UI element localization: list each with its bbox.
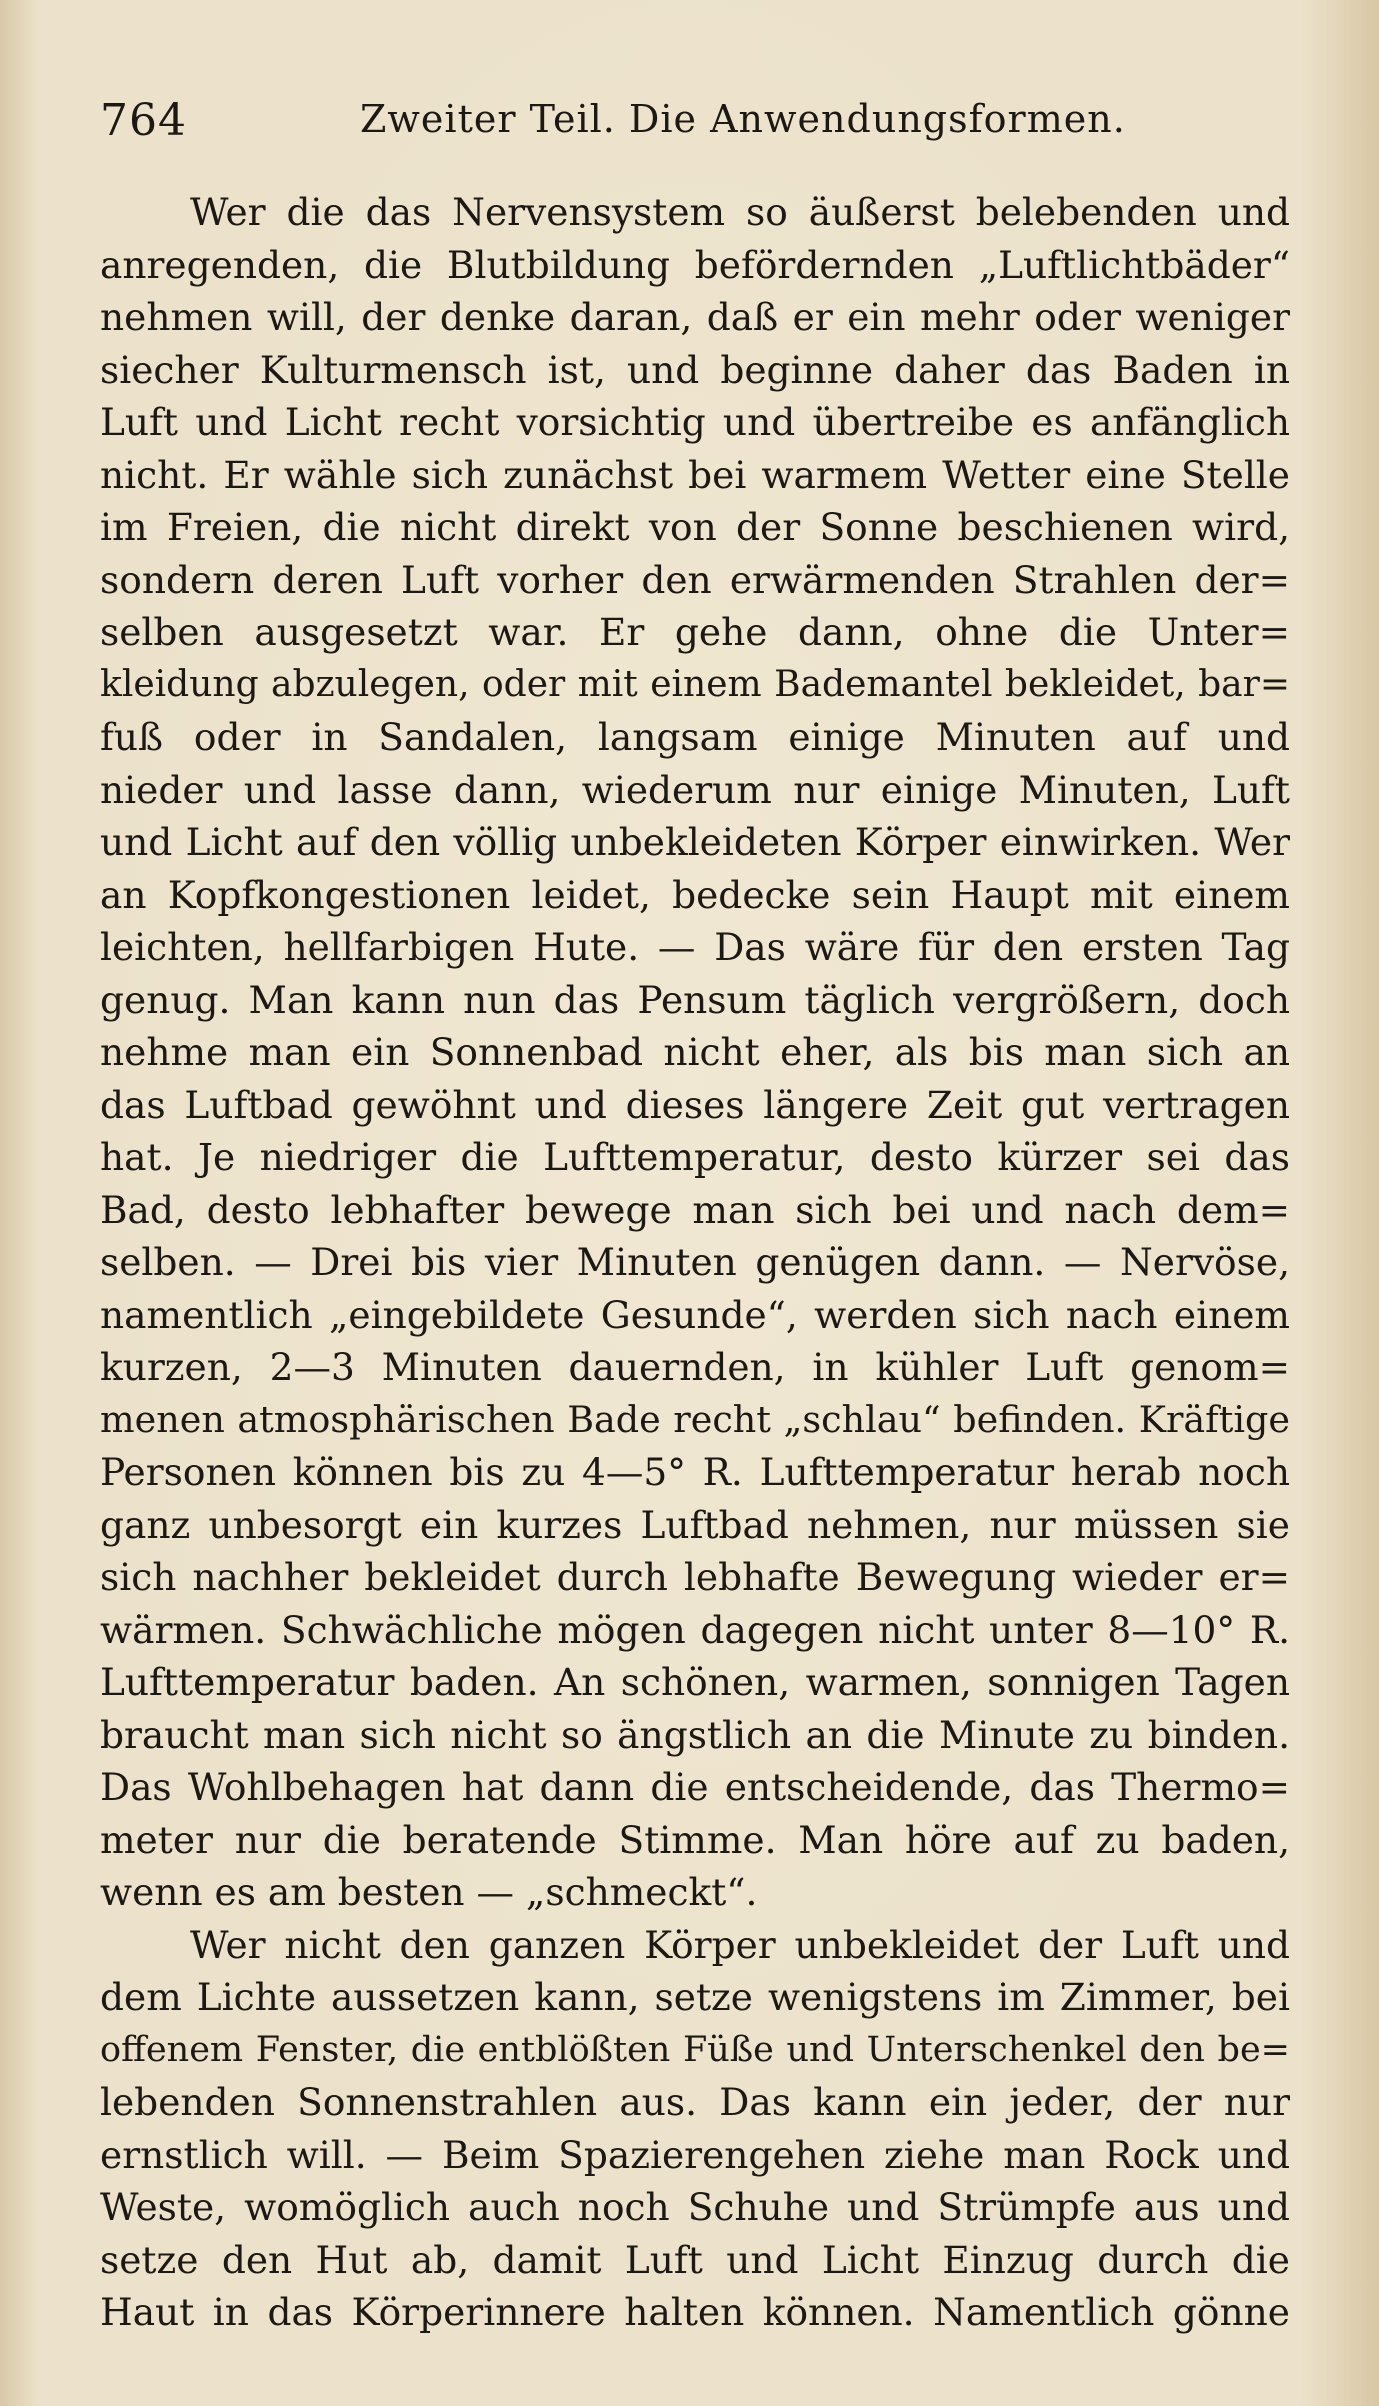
text-line: sich nachher bekleidet durch lebhafte Bewegung wieder er= xyxy=(100,1555,1290,1599)
running-head-title: Zweiter Teil. Die Anwendungsformen. xyxy=(360,97,1126,141)
text-line: wärmen. Schwächliche mögen dagegen nicht unter 8—10° R. xyxy=(100,1607,1290,1652)
text-line: kleidung abzulegen, oder mit einem Bademantel bekleidet, bar= xyxy=(100,663,1290,705)
text-line: lebenden Sonnenstrahlen aus. Das kann ein jeder, der nur xyxy=(100,2080,1290,2124)
text-line: das Luftbad gewöhnt und dieses längere Zeit gut vertragen xyxy=(100,1082,1290,1127)
running-head xyxy=(100,95,1290,155)
text-line: an Kopfkongestionen leidet, bedecke sein Haupt mit einem xyxy=(100,872,1290,917)
text-line: Personen können bis zu 4—5° R. Lufttemperatur herab noch xyxy=(100,1450,1290,1494)
text-line: menen atmosphärischen Bade recht „schlau“ befinden. Kräftige xyxy=(100,1397,1290,1441)
text-line: ernstlich will. — Beim Spazierengehen ziehe man Rock und xyxy=(100,2132,1290,2177)
text-line: nicht. Er wähle sich zunächst bei warmem Wetter eine Stelle xyxy=(100,452,1290,497)
body-text xyxy=(100,186,1290,2339)
text-line: namentlich „eingebildete Gesunde“, werden sich nach einem xyxy=(100,1292,1290,1337)
text-line: setze den Hut ab, damit Luft und Licht Einzug durch die xyxy=(100,2237,1290,2282)
text-line: meter nur die beratende Stimme. Man höre auf zu baden, xyxy=(100,1817,1290,1862)
text-line: Wer die das Nervensystem so äußerst belebenden und xyxy=(190,190,1290,234)
text-line: Luft und Licht recht vorsichtig und übertreibe es anfänglich xyxy=(100,400,1290,444)
text-line: selben ausgesetzt war. Er gehe dann, ohne die Unter= xyxy=(100,610,1290,654)
text-line: im Freien, die nicht direkt von der Sonne beschienen wird, xyxy=(100,505,1290,549)
text-line: nieder und lasse dann, wiederum nur einige Minuten, Luft xyxy=(100,767,1290,812)
text-line: Das Wohlbehagen hat dann die entscheidende, das Thermo= xyxy=(100,1765,1290,1809)
text-line: Lufttemperatur baden. An schönen, warmen, sonnigen Tagen xyxy=(100,1660,1290,1704)
text-line: Bad, desto lebhafter bewege man sich bei und nach dem= xyxy=(100,1187,1290,1232)
text-line: kurzen, 2—3 Minuten dauernden, in kühler Luft genom= xyxy=(100,1345,1290,1389)
text-line: hat. Je niedriger die Lufttemperatur, desto kürzer sei das xyxy=(100,1135,1290,1179)
text-line: offenem Fenster, die entblößten Füße und Unterschenkel den be= xyxy=(100,2029,1290,2070)
text-line: anregenden, die Blutbildung befördernden „Luftlichtbäder“ xyxy=(100,242,1290,287)
text-line: selben. — Drei bis vier Minuten genügen dann. — Nervöse, xyxy=(100,1240,1290,1284)
text-line: dem Lichte aussetzen kann, setze wenigstens im Zimmer, bei xyxy=(100,1975,1290,2019)
text-line: fuß oder in Sandalen, langsam einige Minuten auf und xyxy=(100,715,1290,759)
text-line: wenn es am besten — „schmeckt“. xyxy=(100,1870,758,1914)
text-line: ganz unbesorgt ein kurzes Luftbad nehmen, nur müssen sie xyxy=(100,1502,1290,1547)
page-number: 764 xyxy=(100,95,187,146)
text-line: leichten, hellfarbigen Hute. — Das wäre für den ersten Tag xyxy=(100,925,1290,969)
text-line: Wer nicht den ganzen Körper unbekleidet der Luft und xyxy=(190,1922,1290,1967)
text-line: nehmen will, der denke daran, daß er ein mehr oder weniger xyxy=(100,295,1290,339)
text-line: und Licht auf den völlig unbekleideten Körper einwirken. Wer xyxy=(100,820,1290,864)
text-line: siecher Kulturmensch ist, und beginne daher das Baden in xyxy=(100,347,1290,392)
text-line: braucht man sich nicht so ängstlich an die Minute zu binden. xyxy=(100,1712,1290,1757)
text-line: genug. Man kann nun das Pensum täglich vergrößern, doch xyxy=(100,977,1290,1022)
text-line: Haut in das Körperinnere halten können. Namentlich gönne xyxy=(100,2290,1290,2334)
text-line: Weste, womöglich auch noch Schuhe und Strümpfe aus und xyxy=(100,2185,1290,2229)
text-line: sondern deren Luft vorher den erwärmenden Strahlen der= xyxy=(100,557,1290,602)
text-line: nehme man ein Sonnenbad nicht eher, als bis man sich an xyxy=(100,1030,1290,1074)
